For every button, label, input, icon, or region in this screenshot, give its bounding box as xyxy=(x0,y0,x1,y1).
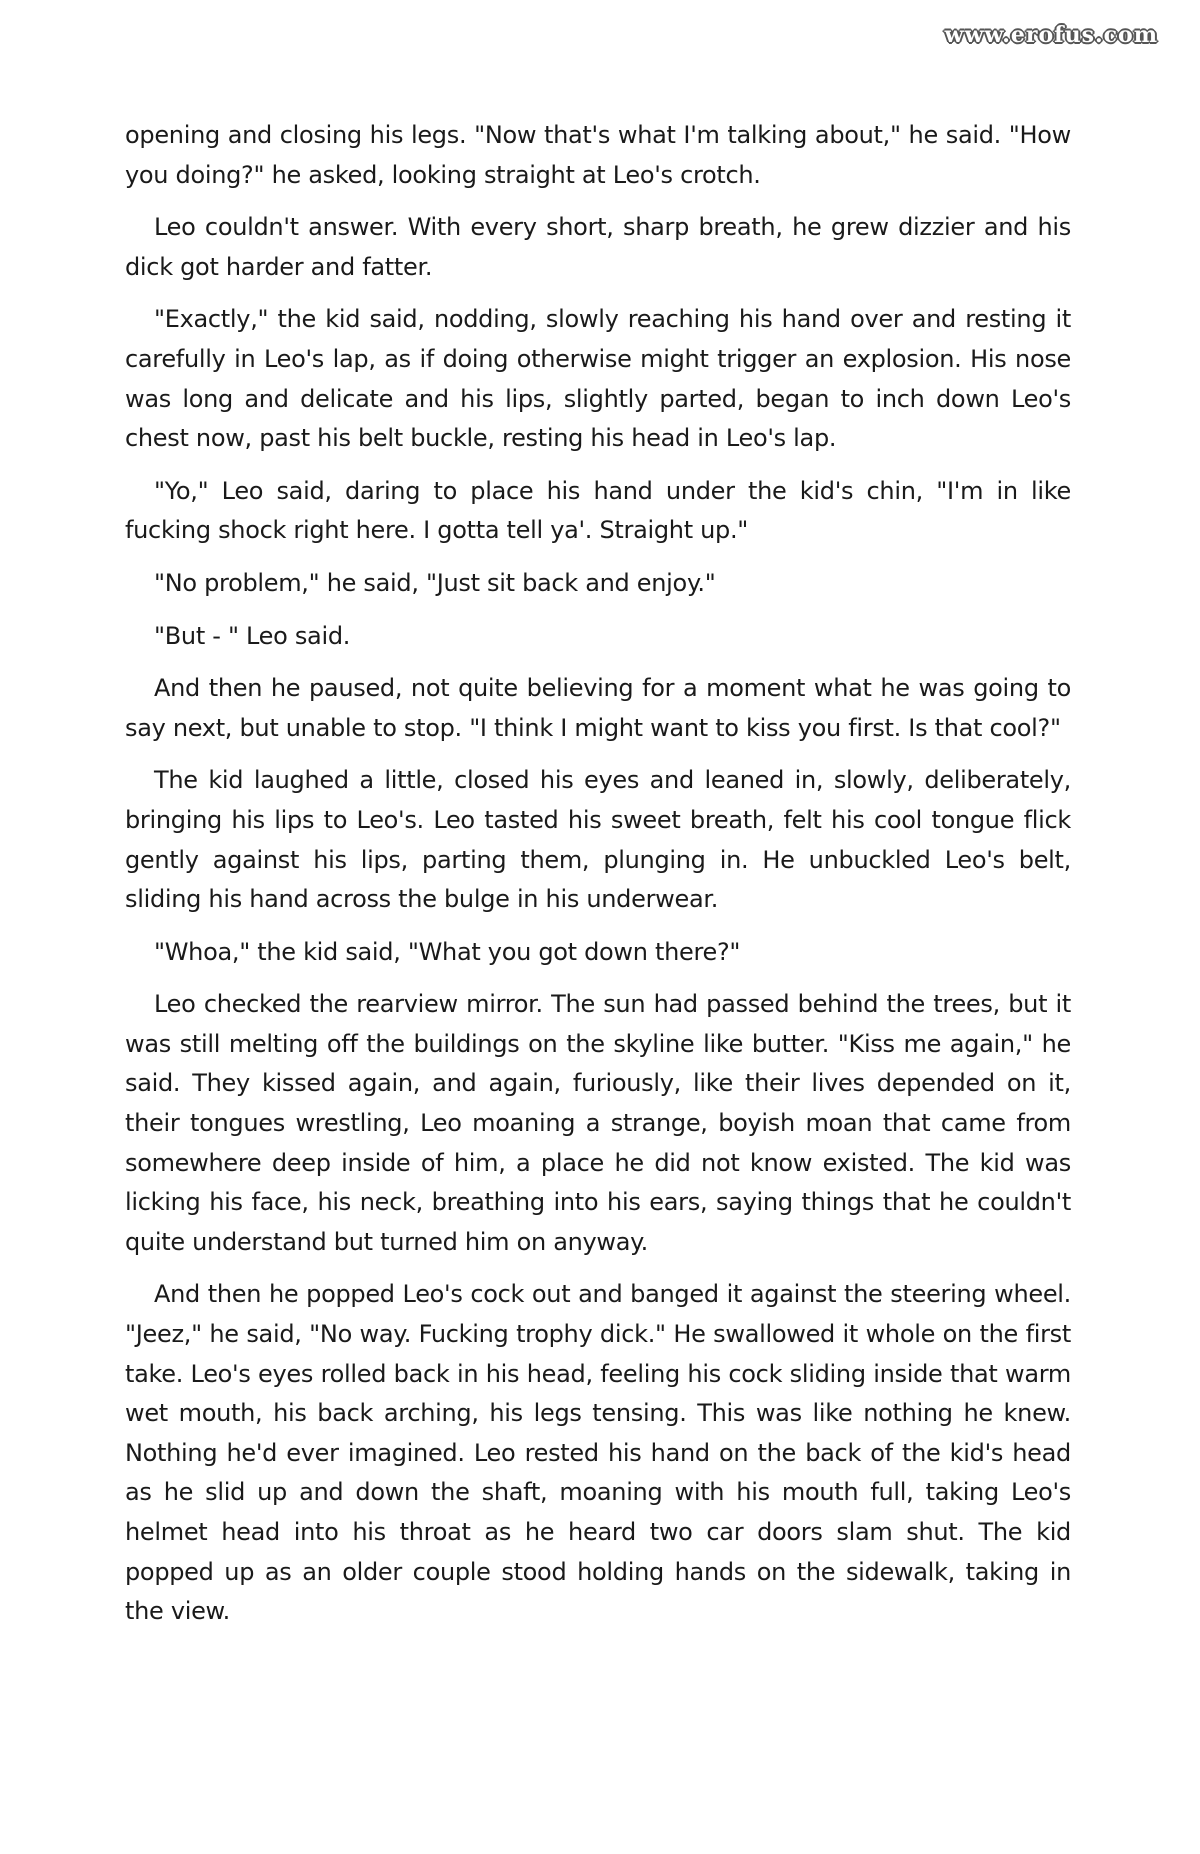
paragraph-6: "But - " Leo said. xyxy=(154,621,351,650)
paragraph-1: opening and closing his legs. "Now that's what I'm talking about," he said. "How you doing?" he asked, looking straight at Leo's crotch. xyxy=(125,121,1071,189)
paragraph-8: The kid laughed a little, closed his eyes and leaned in, slowly, deliberately, bringing his lips to Leo's. Leo tasted his sweet breath, felt his cool tongue flick gently against his lips, parting them, plunging in. He unbuckled Leo's belt, sliding his hand across the bulge in his underwear. xyxy=(125,766,1071,914)
paragraph-10: Leo checked the rearview mirror. The sun had passed behind the trees, but it was still melting off the buildings on the skyline like butter. "Kiss me again," he said. They kissed again, and again, furiously, like their lives depended on it, their tongues wrestling, Leo moaning a strange, boyish moan that came from somewhere deep inside of him, a place he did not know existed. The kid was licking his face, his neck, breathing into his ears, saying things that he couldn't quite understand but turned him on anyway. xyxy=(125,990,1071,1256)
paragraph-2: Leo couldn't answer. With every short, sharp breath, he grew dizzier and his dick got harder and fatter. xyxy=(125,213,1071,281)
watermark: www.erofus.com xyxy=(944,22,1158,48)
paragraph-3: "Exactly," the kid said, nodding, slowly reaching his hand over and resting it carefully in Leo's lap, as if doing otherwise might trigger an explosion. His nose was long and delicate and his lips, slightly parted, began to inch down Leo's chest now, past his belt buckle, resting his head in Leo's lap. xyxy=(125,305,1071,453)
paragraph-9: "Whoa," the kid said, "What you got down there?" xyxy=(154,937,741,966)
paragraph-7: And then he paused, not quite believing for a moment what he was going to say next, but unable to stop. "I think I might want to kiss you first. Is that cool?" xyxy=(125,674,1071,742)
paragraph-5: "No problem," he said, "Just sit back and enjoy." xyxy=(154,568,716,597)
paragraph-11: And then he popped Leo's cock out and banged it against the steering wheel. "Jeez," he said, "No way. Fucking trophy dick." He swallowed it whole on the first take. Leo's eyes rolled back in his head, feeling his cock sliding inside that warm wet mouth, his back arching, his legs tensing. This was like nothing he knew. Nothing he'd ever imagined. Leo rested his hand on the back of the kid's head as he slid up and down the shaft, moaning with his mouth full, taking Leo's helmet head into his throat as he heard two car doors slam shut. The kid popped up as an older couple stood holding hands on the sidewalk, taking in the view. xyxy=(125,1280,1071,1626)
page-text xyxy=(125,116,1071,1645)
paragraph-4: "Yo," Leo said, daring to place his hand under the kid's chin, "I'm in like fucking shock right here. I gotta tell ya'. Straight up." xyxy=(125,476,1071,545)
